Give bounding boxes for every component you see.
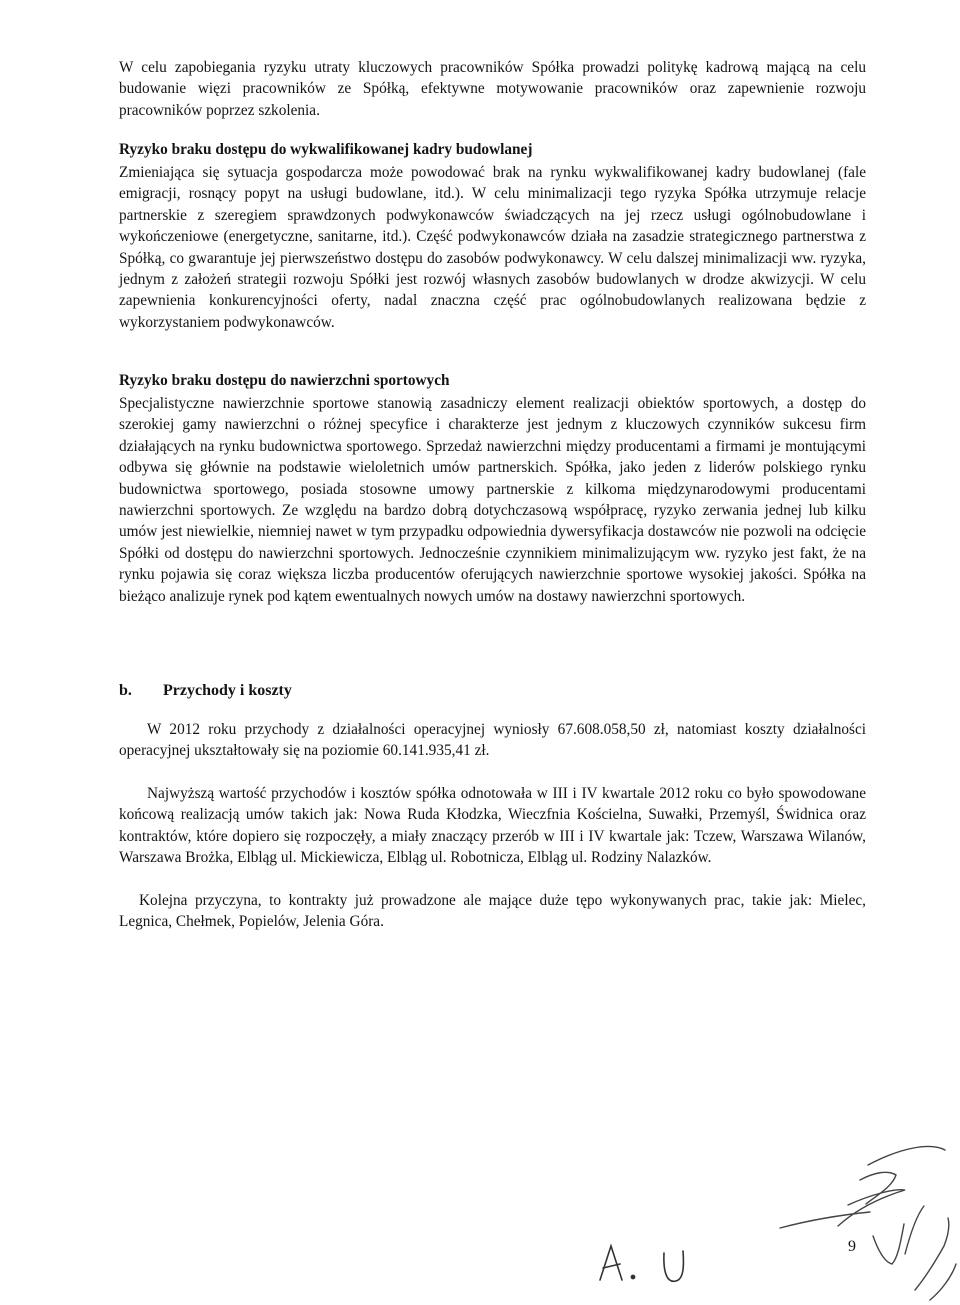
initials-handwriting <box>600 1246 683 1281</box>
risk-body-staff: Zmieniająca się sytuacja gospodarcza może powodować brak na rynku wykwalifikowanej kadry budowlanej (fale emigracji, rosnący popyt na usługi budowlane, itd.). W celu minimalizacji tego ryzyka Spółka utrzymuje relacje partnerskie z szeregiem sprawdzonych podwykonawców świadczących na jej rzecz usługi ogólnobudowlane i wykończeniowe (energetyczne, sanitarne, itd.). Część podwykonawców działa na zasadzie strategicznego partnerstwa z Spółką, co gwarantuje jej pierwszeństwo dostępu do zasobów podwykonawcy. W celu dalszej minimalizacji ww. ryzyka, jednym z założeń strategii rozwoju Spółki jest rozwój własnych zasobów budowlanych w drodze akwizycji. W celu zapewnienia konkurencyjności oferty, nadal znaczna część prac ogólnobudowlanych realizowana będzie z wykorzystaniem podwykonawców. <box>119 164 866 331</box>
quarterly-paragraph: Najwyższą wartość przychodów i kosztów spółka odnotowała w III i IV kwartale 2012 roku co było spowodowane końcową realizacją umów takich jak: Nowa Ruda Kłodzka, Wieczfnia Kościelna, Suwałki, Przemyśl, Świdnica oraz kontraktów, które dopiero się rozpoczęły, a miały znaczący przerób w III i IV kwartale jak: Tczew, Warszawa Wilanów, Warszawa Brożka, Elbląg ul. Mickiewicza, Elbląg ul. Robotnicza, Elbląg ul. Rodziny Nalazków. <box>119 785 866 867</box>
section-title: Przychody i koszty <box>163 682 292 699</box>
risk-heading-staff: Ryzyko braku dostępu do wykwalifikowanej kadry budowlanej <box>119 141 533 158</box>
signature-scribble <box>780 1146 956 1300</box>
risk-body-surfaces: Specjalistyczne nawierzchnie sportowe stanowią zasadniczy element realizacji obiektów sportowych, a dostęp do szerokiej gamy nawierzchni o różnej specyfice i charakterze jest jednym z kluczowych czynników sukcesu firm działających na rynku budownictwa sportowego. Sprzedaż nawierzchni między producentami a firmami je montującymi odbywa się głównie na podstawie wieloletnich umów partnerskich. Spółka, jako jeden z liderów polskiego rynku budownictwa sportowego, posiada stosowne umowy partnerskie z kilkoma międzynarodowymi producentami nawierzchni sportowych. Ze względu na bardzo dobrą dotychczasową współpracę, ryzyko zerwania jednej lub kilku umów jest niewielkie, niemniej nawet w tym przypadku odpowiednia dywersyfikacja dostawców nie pozwoli na odcięcie Spółki od dostępu do nawierzchni sportowych. Jednocześnie czynnikiem minimalizującym ww. ryzyko jest fakt, że na rynku pojawia się coraz większa liczba producentów oferujących nawierzchnie sportowe wysokiej jakości. Spółka na bieżąco analizuje rynek pod kątem ewentualnych nowych umów na dostawy nawierzchni sportowych. <box>119 395 866 605</box>
risk-heading-surfaces: Ryzyko braku dostępu do nawierzchni sportowych <box>119 372 450 389</box>
revenue-paragraph: W 2012 roku przychody z działalności operacyjnej wyniosły 67.608.058,50 zł, natomiast koszty działalności operacyjnej ukształtowały się na poziomie 60.141.935,41 zł. <box>119 721 866 760</box>
section-letter: b. <box>119 682 132 699</box>
contracts-paragraph: Kolejna przyczyna, to kontrakty już prowadzone ale mające duże tępo wykonywanych prac, takie jak: Mielec, Legnica, Chełmek, Popielów, Jelenia Góra. <box>119 892 866 931</box>
page-number: 9 <box>848 1238 856 1255</box>
intro-paragraph: W celu zapobiegania ryzyku utraty kluczowych pracowników Spółka prowadzi politykę kadrową mającą na celu budowanie więzi pracowników ze Spółką, efektywne motywowanie pracowników oraz zapewnienie rozwoju pracowników poprzez szkolenia. <box>119 59 866 119</box>
